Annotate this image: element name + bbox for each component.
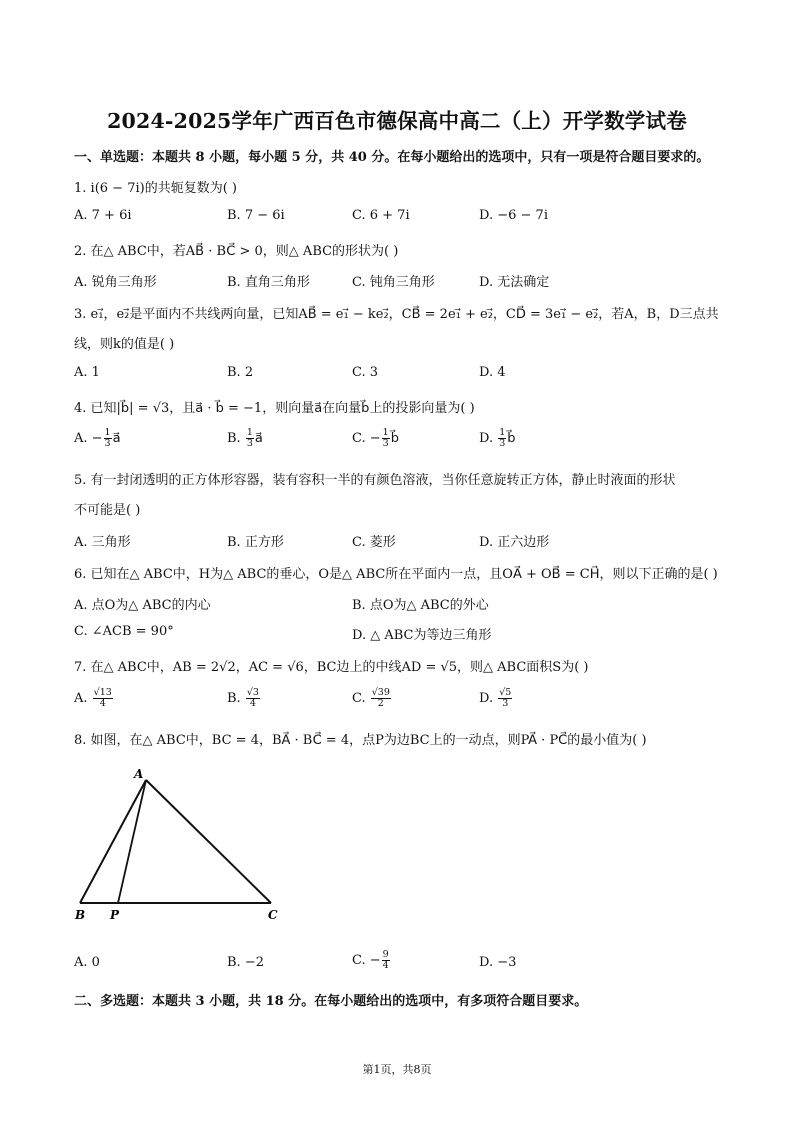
q1-option-a: A. 7 + 6i	[74, 208, 132, 223]
q8-option-b: B. −2	[227, 955, 264, 970]
q3-option-c: C. 3	[352, 365, 379, 380]
q4-option-a-vector: a⃗	[112, 430, 121, 446]
q4-option-b-numerator: 1	[246, 427, 253, 438]
q5-option-d: D. 正六边形	[479, 535, 550, 550]
q8-option-c-prefix: C. −	[352, 952, 381, 968]
q4-option-a-denominator: 3	[104, 437, 111, 449]
edge-ac	[146, 780, 271, 903]
page-footer: 第1页，共8页	[362, 1063, 432, 1076]
q1-option-d: D. −6 − 7i	[479, 208, 548, 223]
q5-stem-line-2: 不可能是( )	[74, 503, 141, 518]
q4-option-c-numerator: 1	[382, 427, 389, 438]
q3-option-b: B. 2	[227, 365, 254, 380]
q8-option-c-numerator: 9	[382, 949, 389, 960]
q4-option-b-denominator: 3	[246, 437, 253, 449]
q7-option-b-fraction	[246, 688, 260, 709]
q7-stem: 7. 在△ ABC中，AB = 2√2，AC = √6，BC边上的中线AD = √5，则△ ABC面积S为( )	[74, 660, 589, 675]
q7-option-a	[74, 688, 114, 709]
q4-option-d-denominator: 3	[499, 437, 506, 449]
q4-option-b-prefix: B.	[227, 430, 245, 446]
edge-ab	[80, 780, 146, 903]
q4-option-c-denominator: 3	[382, 437, 389, 449]
q2-option-a: A. 锐角三角形	[74, 275, 157, 290]
q7-option-a-denominator: 4	[99, 697, 106, 709]
q8-stem: 8. 如图，在△ ABC中，BC = 4，BA⃗ · BC⃗ = 4，点P为边BC上的一动点，则PA⃗ · PC⃗的最小值为( )	[74, 733, 647, 748]
q1-option-b: B. 7 − 6i	[227, 208, 285, 223]
q7-option-b-denominator: 4	[249, 697, 256, 709]
q3-stem-line-1: 3. e₁⃗，e₂⃗是平面内不共线两向量，已知AB⃗ = e₁⃗ − ke₂⃗，CB⃗ = 2e₁⃗ + e₂⃗，CD⃗ = 3e₁⃗ − e₂⃗，若A，B，D三点共	[74, 307, 719, 322]
q4-option-a-prefix: A. −	[74, 430, 103, 446]
q4-option-b-vector: a⃗	[254, 430, 263, 446]
q3-stem-line-2: 线，则k的值是( )	[74, 337, 175, 352]
q6-option-b: B. 点O为△ ABC的外心	[352, 598, 489, 613]
q1-option-c: C. 6 + 7i	[352, 208, 410, 223]
section-1-heading: 一、单选题：本题共 8 小题，每小题 5 分，共 40 分。在每小题给出的选项中，只有一项是符合题目要求的。	[74, 150, 710, 165]
q7-option-b	[227, 688, 261, 709]
q4-option-c-prefix: C. −	[352, 430, 381, 446]
q7-option-a-fraction	[93, 688, 113, 709]
q8-option-c-fraction	[382, 950, 390, 971]
q2-option-c: C. 钝角三角形	[352, 275, 435, 290]
q7-option-d	[479, 688, 513, 709]
q4-option-a-fraction	[104, 428, 112, 449]
q1-stem: 1. i(6 − 7i)的共轭复数为( )	[74, 181, 237, 196]
q8-option-a: A. 0	[74, 955, 100, 970]
segment-ap	[118, 780, 146, 903]
q7-option-d-fraction	[498, 688, 512, 709]
q7-option-b-numerator: √3	[246, 687, 259, 698]
q4-option-a	[74, 428, 121, 449]
q5-option-c: C. 菱形	[352, 535, 396, 550]
q2-option-b: B. 直角三角形	[227, 275, 310, 290]
exam-title: 2024-2025学年广西百色市德保高中高二（上）开学数学试卷	[107, 109, 687, 133]
q6-option-d: D. △ ABC为等边三角形	[352, 628, 492, 643]
q6-option-c: C. ∠ACB = 90°	[74, 624, 174, 639]
q6-stem: 6. 已知在△ ABC中，H为△ ABC的垂心，O是△ ABC所在平面内一点，且OA⃗ + OB⃗ = CH⃗，则以下正确的是( )	[74, 567, 718, 582]
q4-option-b	[227, 428, 263, 449]
q7-option-d-prefix: D.	[479, 690, 498, 706]
q7-option-c-denominator: 2	[377, 697, 384, 709]
q7-option-d-numerator: √5	[499, 687, 512, 698]
q8-option-c	[352, 950, 391, 971]
q4-option-c-fraction	[382, 428, 390, 449]
q4-option-d	[479, 428, 516, 449]
q6-option-a: A. 点O为△ ABC的内心	[74, 598, 211, 613]
q4-option-a-numerator: 1	[104, 427, 111, 438]
q5-stem-line-1: 5. 有一封闭透明的正方体形容器，装有容积一半的有颜色溶液，当你任意旋转正方体，静止时液面的形状	[74, 473, 676, 488]
q7-option-c-fraction	[371, 688, 391, 709]
q4-option-c-vector: b⃗	[390, 430, 399, 446]
q4-option-d-prefix: D.	[479, 430, 498, 446]
q3-option-d: D. 4	[479, 365, 506, 380]
vertex-label-a: A	[134, 767, 144, 781]
q7-option-c-prefix: C.	[352, 690, 370, 706]
q4-option-d-numerator: 1	[499, 427, 506, 438]
section-2-heading: 二、多选题：本题共 3 小题，共 18 分。在每小题给出的选项中，有多项符合题目要求。	[74, 994, 588, 1009]
q5-option-a: A. 三角形	[74, 535, 131, 550]
q4-option-b-fraction	[246, 428, 254, 449]
q8-triangle-figure	[60, 760, 300, 930]
point-label-p: P	[110, 908, 120, 922]
q4-stem: 4. 已知|b⃗| = √3，且a⃗ · b⃗ = −1，则向量a⃗在向量b⃗上的投影向量为( )	[74, 401, 475, 416]
q7-option-d-denominator: 3	[502, 697, 509, 709]
q7-option-a-prefix: A.	[74, 690, 92, 706]
q2-stem: 2. 在△ ABC中，若AB⃗ · BC⃗ > 0，则△ ABC的形状为( )	[74, 244, 399, 259]
q5-option-b: B. 正方形	[227, 535, 284, 550]
q4-option-d-fraction	[498, 428, 506, 449]
q4-option-d-vector: b⃗	[507, 430, 516, 446]
q8-option-c-denominator: 4	[382, 959, 389, 971]
q7-option-c-numerator: √39	[371, 687, 390, 698]
vertex-label-b: B	[75, 908, 86, 922]
q3-option-a: A. 1	[74, 365, 100, 380]
q8-option-d: D. −3	[479, 955, 517, 970]
q4-option-c	[352, 428, 399, 449]
q7-option-a-numerator: √13	[93, 687, 112, 698]
q7-option-c	[352, 688, 392, 709]
vertex-label-c: C	[268, 908, 278, 922]
q2-option-d: D. 无法确定	[479, 275, 550, 290]
q7-option-b-prefix: B.	[227, 690, 245, 706]
